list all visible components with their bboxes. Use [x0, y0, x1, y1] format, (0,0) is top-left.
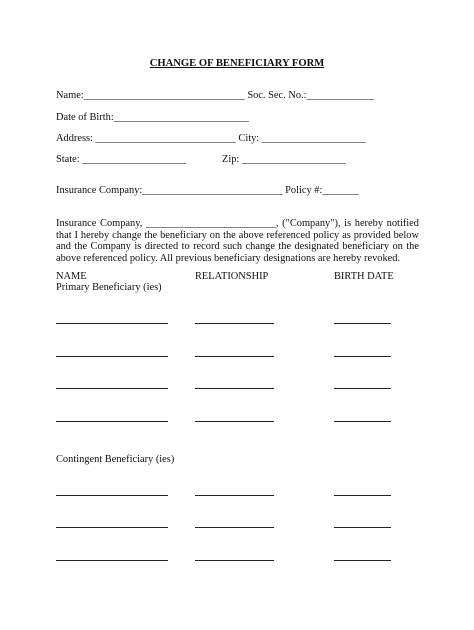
contingent-relationship-line — [195, 495, 274, 496]
name-ssn-field-line: Name:_______________________________ Soc. Sec. No.:_____________ — [56, 90, 375, 101]
state-field-line: State: ____________________ — [56, 154, 187, 165]
notice-paragraph: Insurance Company, _________________________, ("Company"), is hereby notified that I hereby change the beneficiary on the above referenced policy as provided below and the Company is directed to record such change the designated beneficiary on the above referenced policy. All previous beneficiary designations are hereby revoked. — [56, 218, 419, 265]
contingent-birth-date-line — [334, 527, 391, 528]
contingent-beneficiary-label: Contingent Beneficiary (ies) — [56, 454, 175, 465]
primary-beneficiary-label: Primary Beneficiary (ies) — [56, 282, 162, 293]
contingent-relationship-line — [195, 560, 274, 561]
primary-name-line — [56, 388, 168, 389]
date-of-birth-field-line: Date of Birth:__________________________ — [56, 112, 249, 123]
column-header-relationship: RELATIONSHIP — [195, 271, 269, 282]
insurance-policy-field-line: Insurance Company:___________________________ Policy #:_______ — [56, 185, 359, 196]
contingent-name-line — [56, 495, 168, 496]
primary-birth-date-line — [334, 388, 391, 389]
column-header-name: NAME — [56, 271, 87, 282]
column-header-birth-date: BIRTH DATE — [334, 271, 394, 282]
form-title: CHANGE OF BENEFICIARY FORM — [149, 58, 325, 69]
primary-relationship-line — [195, 388, 274, 389]
primary-relationship-line — [195, 356, 274, 357]
contingent-name-line — [56, 560, 168, 561]
primary-relationship-line — [195, 421, 274, 422]
primary-birth-date-line — [334, 356, 391, 357]
primary-name-line — [56, 421, 168, 422]
contingent-name-line — [56, 527, 168, 528]
primary-birth-date-line — [334, 421, 391, 422]
address-city-field-line: Address: ___________________________ City: ____________________ — [56, 133, 366, 144]
primary-name-line — [56, 356, 168, 357]
primary-birth-date-line — [334, 323, 391, 324]
zip-field-line: Zip: ____________________ — [222, 154, 346, 165]
primary-name-line — [56, 323, 168, 324]
primary-relationship-line — [195, 323, 274, 324]
contingent-birth-date-line — [334, 560, 391, 561]
contingent-relationship-line — [195, 527, 274, 528]
contingent-birth-date-line — [334, 495, 391, 496]
